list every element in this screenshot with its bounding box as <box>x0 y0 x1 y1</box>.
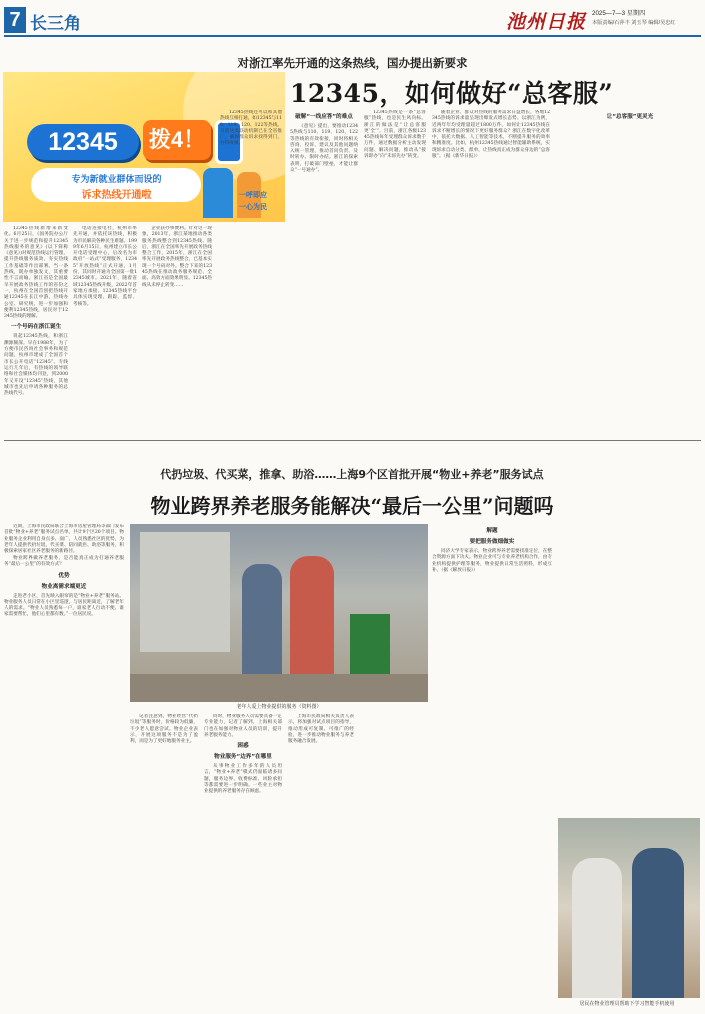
header-rule <box>4 35 701 37</box>
article1-col4-text: 12345热线还可以和其他热线互相打通，如12345与110、119、120、122等热线。目前这类联动机制已在全省推广，确保群众诉求找得到门，办得成事。 <box>220 110 282 147</box>
article2-col7 <box>558 524 700 814</box>
article2-photo-caption: 老年人爱上物业提供的服务（资料图） <box>236 704 322 710</box>
banner-number: 12345 <box>27 124 139 160</box>
article2-col2-text: 走进老小区，首先映入眼帘的是“物业+养老”服务站。物业服务人员日常在小区里巡逻，与居民距离近，了解老年人的需求。“物业人员熟悉每一户，谁家老人行动不便、谁家需要帮忙，他们心里都有数。”一位居民说。 <box>4 593 124 618</box>
article2-col3 <box>130 714 198 1008</box>
article1-col4 <box>220 110 282 436</box>
article1-col5-text: 《意见》提出，要推动12345热线与110、119、120、122等热线的有效衔接，同时将相关咨询、投诉、建议及其他问题纳入统一管理，推动首问负责、及时转办、限时办结。浙江的探索表明，打破部门壁垒，才能让群众“一号通办”。 <box>290 124 358 174</box>
article2-photo-elderly <box>130 524 428 702</box>
article2-photo-phone <box>558 818 700 998</box>
section-title: 长三角 <box>30 14 81 34</box>
person-shape-right <box>290 556 334 686</box>
article1-col7-text: 随着企业、群众对热线的服务需求日益增长，各地12345热线的诉求量呈现出爆发式增长态势。以浙江为例，近两年年均受理量超过1800万件。如何让12345热线在诉求不断增长的情况下更好服务群众？浙江在数字化改革中，依托大数据、人工智能等技术，不断提升服务的效率和精准度。比如，杭州12345热线通过智能辅助系统，实现诉求自动分类、派单，让热线真正成为群众身边的“总客服”。（据《新华日报》） <box>432 110 550 160</box>
banner-action: 拨4！ <box>143 120 211 160</box>
article1-col1-text2: 说起12345热线，和浙江渊源颇深。早在1988年，为了方便市民咨询社会事务和规范问题，杭州市建成了全国首个市长公开电话“12345”。专线运行几年后，有热线的领导联络和社会媒体均刊登，到2000年又开设“12345”热线，其他城市也先后申请各种服务的总热线代号。 <box>4 334 68 397</box>
ground-shape <box>130 674 428 702</box>
article2-subhead2b: 物业服务“边界”在哪里 <box>214 754 272 761</box>
article2-col5-text: 从事物业工作多年的人员坦言，“物业+养老”模式仍面临诸多问题，服务边界、收费标准、风险承担等都需要进一步明确。一些业主对物业提供的养老服务存在顾虑。 <box>204 764 282 795</box>
editor-line: 本版责编/石萍丰 刘玉琴 编辑/吴忠红 <box>592 20 676 26</box>
article2-photo-caption2: 居民在物业管理员帮助下学习智能手机使用 <box>579 1001 675 1007</box>
person-shape-b <box>632 848 684 998</box>
issue-date: 2025—7—3 星期四 <box>592 10 646 17</box>
article2-subhead1b: 物业离需求端更近 <box>41 583 87 590</box>
bin-shape <box>350 614 390 674</box>
article1-col3 <box>142 226 212 436</box>
slogan-line1: 专为新就业群体而设的 <box>71 174 162 184</box>
article2-col4-text: 同时，物业服务人员需要具备一定专业能力，记者了解到，上海相关部门也在加强对物业人员的培训，提升养老服务能力。 <box>204 714 282 738</box>
article2-subhead3: 解题 <box>486 528 498 534</box>
article1-col8 <box>560 110 700 436</box>
article2-subhead3b: 要把服务做细做实 <box>469 539 515 545</box>
article1-col5 <box>290 110 358 436</box>
corner-line1: 一呼即应 <box>239 192 267 199</box>
article1-col2 <box>73 226 137 436</box>
masthead-logo: 池州日报 <box>506 11 587 33</box>
page-header <box>0 0 705 40</box>
article1-col1 <box>4 226 68 436</box>
page-number: 7 <box>4 7 26 33</box>
slogan-line2: 诉求热线开通啦 <box>81 190 152 201</box>
article2-col4 <box>204 714 282 1008</box>
article1-col6 <box>364 110 426 436</box>
article1-col7 <box>432 110 550 436</box>
article1-col2-text: 电话连接电社，杭州市率先开通，并依托该热线，积极为市民解决各种民生难题。1999年6月15日，杭州建立市长公开电话受理中心，后改名为市政府“一站式”受理服务，12345“开放热线”正式开通，1月份，其同时开通为全国第一批12345城市。2021年，随着省域12345热线升级，2022年首家地方承接。12345热线平台具体实现受理、跟踪、监督、考核等。 <box>73 226 137 307</box>
building-shape <box>140 532 230 652</box>
article2-col3-text: 记者注意到，物业经营“代扔垃圾”等服务时，价格较为低廉，不少老人愿意尝试。物业企业表示，开展这项服务不是为了盈利，而是为了更好地服务业主。 <box>130 714 198 745</box>
article2-col5 <box>288 714 354 1008</box>
article2-headline: 物业跨界养老服务能解决“最后一公里”问题吗 <box>150 494 554 518</box>
article1-headline: 12345，如何做好“总客服” <box>290 79 614 108</box>
article1-kicker: 对浙江率先开通的这条热线，国办提出新要求 <box>237 56 468 70</box>
article2-subhead1: 优势 <box>58 572 70 579</box>
article2-col6-text: 上海市民政局相关负责人表示，将加强对试点项目的指导，推动形成可复制、可推广的经验，进一步推动物业服务与养老服务融合发展。 <box>288 714 354 745</box>
article2-kicker: 代扔垃圾、代买菜，推拿、助浴……上海9个区首批开展“物业+养老”服务试点 <box>160 468 544 481</box>
article1-subhead1: 一个号码在浙江诞生 <box>10 324 62 331</box>
article2-col6 <box>432 524 552 1008</box>
person-shape-a <box>572 858 622 998</box>
article1-subhead2: 破解“一线应答”的难点 <box>295 114 353 120</box>
article2-col1-text: 近期，上海市民政局联合上海市房屋管理局等部门发布首批“物业+养老”服务试点名单，共计9个区20个项目。物业服务企业利用自身点多、面广、人员熟悉社区的优势，为老年人提供代扔垃圾、代买菜、陪同就医、助浴等服务，积极探索居家社区养老服务的新路径。 <box>4 524 124 555</box>
article1-col3-text: 企业获办事便利。针对这一现象，2013年，浙江某地推动各类服务热线整合到12345热线。随后，浙江在全国率先开展政务热线整合工作，2015年，浙江在全国率先开展政务热线整合，已基本实现一个号码对外。整合下来的12345热线在推动政务服务规范、全面、高效方面效果明显。12345热线从未停止转变…… <box>142 226 212 288</box>
article1-col6-text: 12345热线是一条“总客服”热线，也是民生风向标。浙江的做法是“让总客服更‘全’”。目前，浙江各级12345热线每年受理群众诉求数千万件，通过数据分析主动发现问题、解决问题，推动从“接诉即办”向“未诉先办”转变。 <box>364 110 426 160</box>
article2-subhead2: 困惑 <box>237 743 249 750</box>
article2-col7-text: 同济大学专家表示，物业跨界养老需要找准定位，在整合资源方面下功夫。物业企业可与专业养老机构合作，由专业机构提供护理等服务，物业提供日常生活照料，形成互补。（据《解放日报》） <box>432 549 552 573</box>
article1-col1-text: 12345热线新增来新变化。6月25日，《国务院办公厅关于进一步规范和提升12345热线服务的意见》(以下简称《意见》)对规范热线运行管理、提升热线服务质效、夯实热线工作基础等作出部署。当一条热线，既办单独发文，其重要性不言而喻。浙江省是全国最早开展政务热线工作的省份之一，杭州在全国首创把热线开通12345在长江中游，热线办公室、研究统，进一步加强和便利12345热线，居民对于12345热线的理解。 <box>4 226 68 320</box>
article-divider <box>4 440 701 441</box>
article2-col1 <box>4 524 124 1008</box>
article2-col1-text2: 物业跨界做养老服务，是否能真正成为打通养老服务“最后一公里”的有效方式？ <box>4 555 124 568</box>
corner-line2: 一心为民 <box>239 204 267 211</box>
person-shape-left <box>242 564 282 684</box>
article1-subhead3: 让“总客服”更灵光 <box>606 114 654 120</box>
